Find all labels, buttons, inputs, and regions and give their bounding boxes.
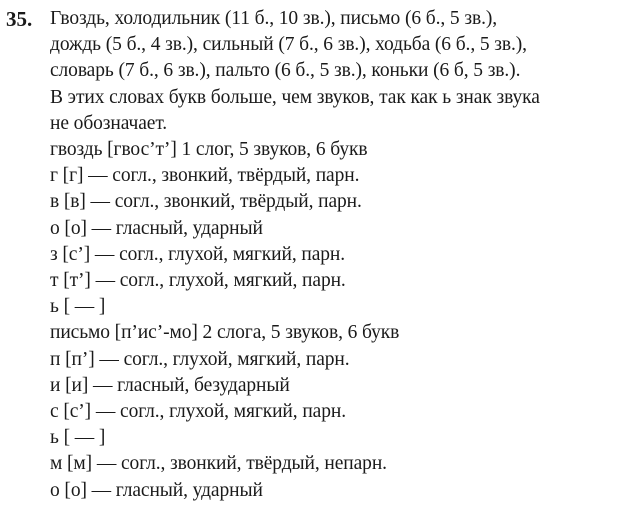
text-line: В этих словах букв больше, чем звуков, так как ь знак звука [50,86,540,108]
letter-analysis-line: з [с’] — согл., глухой, мягкий, парн. [50,243,346,265]
word-analysis-heading: письмо [п’ис’-мо] 2 слога, 5 звуков, 6 букв [50,322,400,344]
exercise-number: 35. [6,7,33,31]
letter-analysis-line: о [о] — гласный, ударный [50,217,263,239]
letter-analysis-line: в [в] — согл., звонкий, твёрдый, парн. [50,191,362,213]
letter-analysis-line: и [и] — гласный, безударный [50,374,290,396]
text-line: дождь (5 б., 4 зв.), сильный (7 б., 6 зв.), ходьба (6 б., 5 зв.), [50,34,527,56]
text-line: не обозначает. [50,112,168,134]
letter-analysis-line: г [г] — согл., звонкий, твёрдый, парн. [50,165,360,187]
word-analysis-heading: гвоздь [гвос’т’] 1 слог, 5 звуков, 6 букв [50,139,368,161]
letter-analysis-line: п [п’] — согл., глухой, мягкий, парн. [50,348,350,370]
letter-analysis-line: ь [ — ] [50,427,106,449]
letter-analysis-line: ь [ — ] [50,296,106,318]
letter-analysis-line: т [т’] — согл., глухой, мягкий, парн. [50,270,346,292]
letter-analysis-line: с [с’] — согл., глухой, мягкий, парн. [50,401,346,423]
exercise-text [50,6,620,504]
letter-analysis-line: о [о] — гласный, ударный [50,479,263,501]
letter-analysis-line: м [м] — согл., звонкий, твёрдый, непарн. [50,453,387,475]
text-line: словарь (7 б., 6 зв.), пальто (6 б., 5 зв.), коньки (6 б, 5 зв.). [50,60,521,82]
text-line: Гвоздь, холодильник (11 б., 10 зв.), письмо (6 б., 5 зв.), [50,8,498,29]
